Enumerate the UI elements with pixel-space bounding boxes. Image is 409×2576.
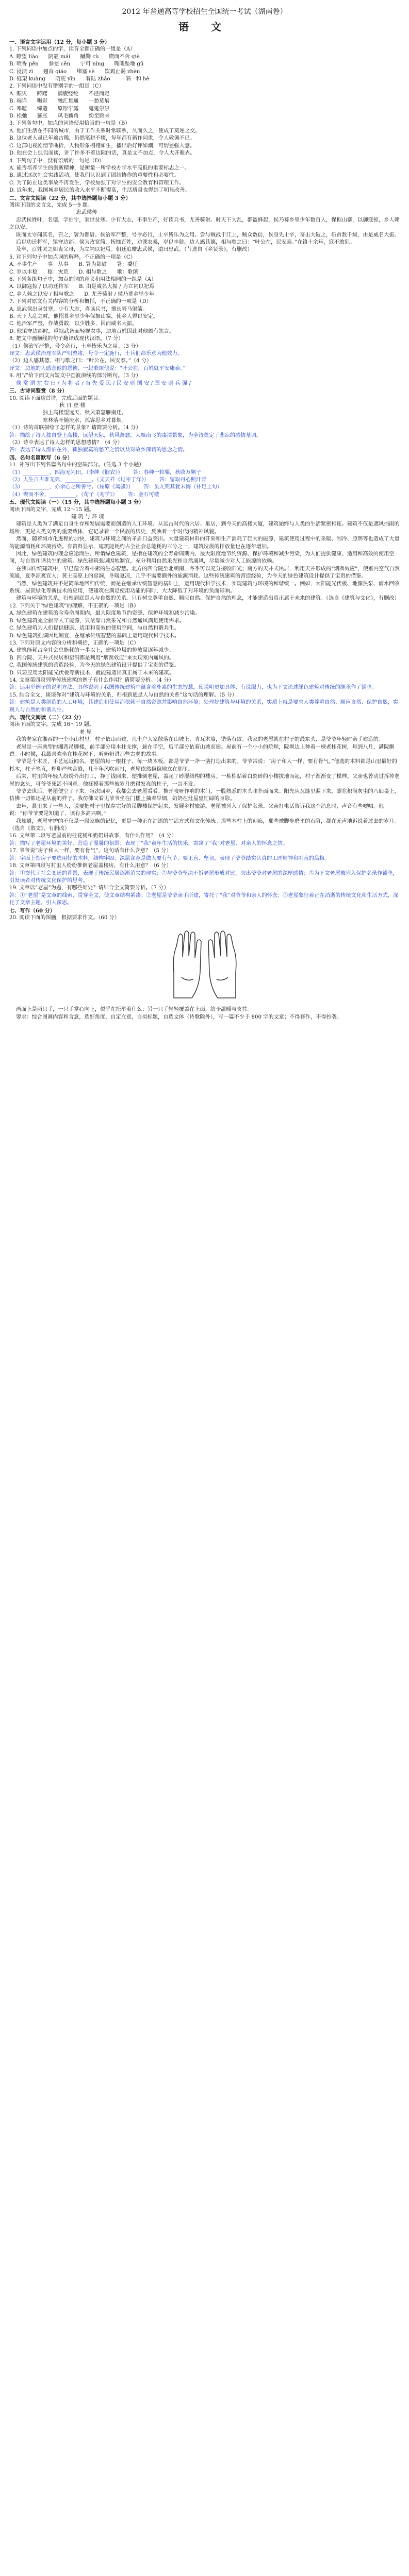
text-line: C. 寒暄 缔造 原形毕露 鬼鬼祟祟 [9, 106, 110, 112]
section-heading: 二、文言文阅读（22 分，其中选择题每小题 3 分） [9, 195, 131, 201]
text-line: 6. 下列各组句子中，加点的词的意义和用法相同的一组是（A） [9, 277, 157, 282]
text-line: A. 以御寇掠 / 以功迁将军 B. 由是威名大振 / 为立祠以祀焉 [9, 284, 154, 290]
text-line: C. 我国传统建筑的营造经验，为今天的绿色建筑设计提供了宝贵的借鉴。 [9, 663, 179, 669]
text-line: 16. 文章第二段写老屋前的桂花树和奶奶讲故事，有什么作用？（4 分） [9, 833, 177, 839]
answer-line: 译文：忠武侯治理军队严明整肃，号令一定施行，士兵们都乐意为他效力。 [9, 351, 183, 357]
text-line: 当然，绿色建筑并不是简单地回归传统，而是在继承传统智慧的基础上，运用现代科学技术，实现建筑与环境的和谐统一。例如，太阳能光伏板、地源热泵、雨水回收系统、屋顶绿化等新技术的应用，使建筑在满足使用功能的同时，大大降低了对环境的负面影响。 [9, 581, 400, 595]
text-line: A. 瞭望 liào 阴霾 mái 蹴鞠 cù 锲而不舍 qiè [9, 54, 140, 60]
text-line: 7. 下列对原文有关内容的分析和概括，不正确的一项是（D） [9, 299, 152, 305]
text-line: B. 天下大乱之时，他招募乡里少年保据山寨，使乡人得以安定。 [9, 314, 159, 320]
text-line: A. 能否培养学生的创新精神，是衡量一所学校办学水平高低的重要标志之一。 [9, 165, 190, 171]
answer-line: 答：运用举例子的说明方法，具体说明了我国传统建筑中蕴含着朴素的生态智慧，使说明更加具体、有说服力，也为下文论述绿色建筑对传统的继承作了铺垫。 [9, 685, 378, 691]
answer-line: 侯 常 谓 左 右 曰 / 为 将 者 / 当 先 爱 民 / 民 安 则 国 安 / 国 安 则 兵 强 / [9, 380, 191, 386]
answer-line: （2）人生自古谁无死，__________。（文天祥《过零丁洋》） 答：留取丹心照汗青 [9, 477, 207, 483]
text-line: 12. 下列关于“绿色建筑”的理解，不正确的一项是（B） [9, 603, 139, 609]
text-line: 后以功迁将军，镇守边郡。侯为政宽简，抚恤百姓，劝课农桑，岁以丰稔。边人感其德，相与歌之曰：“叶公在，民安泰。”在镇十余年，寇不敢犯。 [9, 239, 355, 245]
answer-line: 答：建筑是人类创造的人工环境，其建造和使用都依赖于自然资源并影响自然环境；处理好建筑与环境的关系，实质上就是要求人类尊重自然、顺应自然、保护自然，实现人与自然的和谐共生。 [9, 700, 398, 713]
text-line: B. 绿色建筑完全摒弃人工能源，只依靠自然采光和自然通风满足使用需求。 [9, 618, 185, 624]
text-line: 20. 阅读下面的图画，根据要求作文。（60 分） [9, 914, 120, 921]
text-line: A. 忠武侯出身贫寒，少有大志，喜读兵书，擅长骑马射箭。 [9, 306, 148, 312]
text-line: 后来，村里的年轻人纷纷外出打工，挣了钱回来，便推倒老屋，盖起了砖混结构的楼房。一栋栋贴着白瓷砖的小楼拔地而起，村子渐渐变了模样。父亲也曾动过拆掉老屋的念头，可爷爷死活不同意。他抚摸着那些被岁月磨得发亮的柱子，一言不发。 [9, 774, 400, 787]
text-line: 5. 对下列句子中加点词的解释，不正确的一项是（C） [9, 254, 136, 260]
answer-line: 答：描绘了诗人独自登上高楼，远望天际，秋风萧瑟，大雁南飞的凄清景象，为全诗奠定了悲凉的感情基调。 [9, 432, 261, 438]
text-line: 忠武侯传 [9, 210, 97, 216]
section-heading: 一、语言文字运用（12 分，每小题 3 分） [9, 39, 110, 45]
text-line: 14. 文章第四段列举传统建筑的例子有什么作用？请简要分析。（4 分） [9, 677, 174, 683]
text-line: 建 筑 与 环 境 [9, 514, 104, 520]
text-line: 在我国传统建筑中，早已蕴含着朴素的生态智慧。北方的四合院坐北朝南，冬季可以充分接收阳光；南方的天井式民居，利用天井形成的“烟囱效应”，使室内空气自然流通，夏季凉爽宜人；黄土高原上的窑洞，冬暖夏凉，几乎不需要额外的能源消耗。这些传统建筑的营造经验，为今天的绿色建筑设计提供了宝贵的借鉴。 [9, 566, 400, 580]
text-line: 忠武侯姓叶，名德，字伯宁，家世贫寒。少有大志，不事生产，好读兵书，尤善骑射。时天下大乱，群盗蜂起，侯乃募乡里少年数百人，保据山寨，以御寇掠，乡人赖之以安。 [9, 217, 400, 231]
text-line: 1. 下列词语中加点的字，读音全都正确的一组是（A） [9, 46, 136, 53]
text-line: 15. 结合全文，谈谈你对“建筑与环境的关系，归根到底是人与自然的关系”这句话的理解。（5 分） [9, 692, 237, 698]
text-line: 建筑与环境的关系，归根到底是人与自然的关系。只有树立尊重自然、顺应自然、保护自然的理念，才能建造出真正属于未来的建筑。（选自《建筑与文化》，有删改） [9, 596, 400, 602]
text-line: A. 他们生活在不同的城市，由于工作关系时常联系，久而久之，便成了莫逆之交。 [9, 128, 201, 134]
text-line: B. 通过这次社会实践活动，使我们认识到了团结协作的重要性和必要性。 [9, 173, 179, 179]
text-line: 9. 用“/”给下面文言短文中画波浪线的部分断句。（3 分） [9, 373, 141, 379]
text-line: D. 只要应用太阳能光伏板等新技术，就能建造出真正属于未来的建筑。 [9, 670, 174, 676]
answer-line: （3）__________，亦余心之所善兮。（屈原《离骚》） 答：虽九死其犹未悔（补足上句） [9, 484, 223, 490]
text-line: 19. 文章以“老屋”为题，有哪些好处？请结合全文简要分析。（7 分） [9, 885, 169, 891]
text-line: （1）侯治军严整，号令必行，士卒皆乐为之用。（3 分） [9, 343, 141, 349]
text-line: 8. 把文中画横线的句子翻译成现代汉语。（7 分） [9, 336, 124, 342]
text-line: A. 建筑能耗占全社会总能耗的一半以上，建筑垃圾的排放量逐年减少。 [9, 648, 174, 654]
text-line: D. 绿色建筑强调因地制宜，在继承传统智慧的基础上运用现代科学技术。 [9, 633, 180, 639]
exam-body [9, 39, 400, 922]
text-line: 爷爷是个木匠，手艺远近闻名。老屋的每一根柱子、每一块木板，都是爷爷一斧一凿打造出来的。爷爷常说：“房子和人一样，要有骨气。”他选的木料都是山里最好的杉木，柱子笔直，榫卯严丝合缝，几十年风吹雨打，老屋依然稳稳地立在那里。 [9, 759, 397, 772]
answer-line: 译文：边地的人感念他的恩德，一起歌颂他说：“叶公在，百姓就平安康泰。” [9, 365, 186, 371]
text-line: C. 浸渍 zì 翘首 qiáo 堵塞 sè 饮鸩止渴 zhèn [9, 69, 140, 75]
section-heading: 四、名句名篇默写（6 分） [9, 454, 73, 461]
text-line: C. 绿色建筑为人们提供健康、适用和高效的使用空间，与自然和谐共生。 [9, 625, 179, 632]
hands-illustration [9, 926, 400, 1003]
text-line: D. 近年来，我国城乡居民的收入水平不断提高，生活质量也得到了明显改善。 [9, 188, 190, 194]
answer-line: 答：表达了诗人漂泊在外、孤独寂寞的愁苦之情以及对故乡深切的思念之情。 [9, 447, 188, 453]
answer-line: （4）锲而不舍，__________。（荀子《劝学》） 答：金石可镂 [9, 492, 159, 498]
text-line: 2. 下列词语中没有错别字的一组是（C） [9, 83, 104, 90]
text-line: 阅读下面的文字，完成 16～19 题。 [9, 722, 94, 728]
text-line: 3. 下列各句中，加点的词语使用恰当的一句是（B） [9, 121, 130, 127]
text-line: A. 绿色建筑在建筑的全寿命周期内，最大限度地节约资源、保护环境和减少污染。 [9, 611, 201, 617]
answer-line: 答：①“老屋”是文章的线索，贯穿全文，使文章结构紧凑；②老屋是爷爷亲手所建，寄托了“我”对爷爷和亲人的怀念；③老屋象征着正在消逝的传统文化和生活方式，深化了文章主题，引人深思。 [9, 892, 399, 906]
section-heading: 六、现代文阅读（二）（22 分） [9, 714, 85, 721]
text-line: B. 这位老人虽已年逾古稀，仍然笔耕不辍，每年都有新作问世，令人敬佩不已。 [9, 135, 195, 142]
writing-requirements [9, 1006, 400, 1021]
text-line: C. 这部电视剧情节曲折，人物形象栩栩如生，播出后好评如潮，可谓差强人意。 [9, 143, 195, 149]
section-heading: 七、写作（60 分） [9, 907, 56, 914]
text-line: 寒林落叶随流水，孤客思乡对暮烟。 [9, 417, 127, 423]
answer-line: 答：描写了老屋环境的美好，营造了温馨的氛围；表现了“我”童年生活的快乐，寄寓了“我”对老屋、对亲人的怀念之情。 [9, 840, 288, 846]
text-line: 秋 日 登 楼 [9, 402, 86, 409]
text-line: C. 乡人赖之以安 / 相与歌之 D. 尤善骑射 / 侯乃募乡里少年 [9, 291, 155, 297]
text-line: 10. 阅读下面这首诗，完成后面的题目。 [9, 395, 104, 401]
text-line: （2）边人感其德，相与歌之曰：“叶公在，民安泰。”（4 分） [9, 358, 152, 364]
text-line: 因此，绿色建筑的理念应运而生。所谓绿色建筑，是指在建筑的全寿命周期内，最大限度地节约资源、保护环境和减少污染，为人们提供健康、适用和高效的使用空间，与自然和谐共生的建筑。绿色建筑强调因地制宜，充分利用自然采光和自然通风，尽量减少对人工能源的依赖。 [9, 551, 395, 565]
text-line: C. 为了防止这类事故不再发生，学校加强了对学生的安全教育和管理工作。 [9, 180, 185, 186]
text-line: （1）诗的首联描绘了怎样的景象？请简要分析。（4 分） [9, 425, 141, 431]
exam-subject: 语 文 [178, 21, 231, 33]
text-line: 独上高楼望远天，秋风萧瑟雁南迁。 [9, 410, 127, 416]
text-line: D. 他镇守边郡时，重视武备而轻视农事，边地百姓因此对他颇有怨言。 [9, 328, 174, 334]
text-line: C. 岁以丰稔 稔：灾荒 D. 相与歌之 歌：歌颂 [9, 269, 138, 275]
text-line: 老屋是一座典型的湘西吊脚楼，前半部分用木柱支撑，悬在半空，后半部分依着山坡而建。屋前有一个小小的院坝，院坝边上种着一棵老桂花树，每到八月，满院飘香。小时候，我最喜欢坐在桂花树下，听奶奶讲那些古老的故事。 [9, 744, 395, 757]
section-heading: 三、古诗词鉴赏（8 分） [9, 388, 68, 395]
text-line: B. 四合院、天井式民居和窑洞都是利用“烟囱效应”来实现室内通风的。 [9, 655, 174, 661]
text-line: 既而太守闻其名，召之，署为都尉。侯治军严整，号令必行，士卒皆乐为之用。尝与贼战于江上，贼众数倍，侯身先士卒，奋击大破之，斩首数千级，由是威名大振。 [9, 232, 400, 238]
text-line: （2）诗中表达了诗人怎样的思想感情？（4 分） [9, 439, 123, 446]
answer-line: 答：①交代了社会变迁的背景，表现了传统民居逐渐消失的现实；②与爷爷坚决不拆老屋形成对比，突出爷爷对老屋的深厚感情；③为下文老屋被列入保护名录作铺垫，引发读者对传统文化保护的思考。 [9, 870, 398, 884]
text-line: D. 他在会上侃侃而谈，讲了许多不着边际的话，真是文不加点，令人大开眼界。 [9, 150, 195, 157]
text-line: 11. 补写出下列名篇名句中的空缺部分。（任选 3 个小题） [9, 462, 144, 468]
text-line: A. 赈灾 踌躇 满腹经纶 不径而走 [9, 91, 110, 97]
text-line: 17. 爷爷说“房子和人一样，要有骨气”，这句话有什么含意？（5 分） [9, 848, 172, 854]
answer-line: 答：字面上指房子要选用好的木料，结构牢固；深层含意是做人要有气节，要正直、坚韧，表现了爷爷踏实认真的工匠精神和刚直的品格。 [9, 855, 330, 861]
text-line: D. 松弛 膨胀 凤毛麟角 纷至踏来 [9, 113, 110, 120]
text-line: 13. 下列对原文内容的分析和概括，正确的一项是（C） [9, 640, 139, 646]
text-line: 18. 文章第四段写村里人纷纷推倒老屋盖楼房，有什么用意？（6 分） [9, 863, 172, 869]
text-line: 建筑是人类为了满足自身生存和发展需要而创造的人工环境。从远古时代的穴居、巢居，到今天的高楼大厦，建筑始终与人类的生活紧密相连。建筑不仅是遮风挡雨的场所，更是人类文明的重要载体，它记录着一个民族的历史，反映着一个时代的精神风貌。 [9, 521, 400, 535]
text-line: B. 喷香 pēn 参差 cēn 宁可 nìng 呱呱坠地 gū [9, 61, 144, 67]
text-line: 要求：综合图画内容和含意，选好角度，自定立意，自拟标题，自选文体（诗歌除外），写一篇不少于 800 字的文章；不得套作，不得抄袭。 [9, 1014, 342, 1020]
text-line: 阅读下面的文言文，完成 5～9 题。 [9, 202, 93, 208]
text-line: 画面上是两只手，一只手掌心向上，似乎在托举着什么；另一只手轻轻覆盖在上面，给予温暖与支持。 [9, 1007, 253, 1013]
text-line: B. 端详 喝彩 融汇贯通 一愁莫展 [9, 98, 110, 105]
text-line: 老 屋 [9, 729, 92, 735]
text-line: 4. 下列句子中，没有语病的一句是（D） [9, 158, 105, 164]
text-line: 然而，随着城市化进程的加快，建筑与环境之间的矛盾日益突出。大量建筑材料的开采和生产消耗了巨大的能源，建筑使用过程中的采暖、制冷、照明等也造成了大量的能源消耗和环境污染。有资料显示，建筑能耗约占全社会总能耗的三分之一，建筑垃圾的排放量也在逐年增加。 [9, 536, 400, 550]
text-line: 我的老家在湘西的一个小山村里。村子依山而建，几十户人家散落在山坡上，青瓦木墙，错落有致。我家的老屋就在村子的最东头，是爷爷年轻时亲手建造的。 [9, 737, 384, 743]
text-line: D. 框架 kuàng 荫庇 yīn 着陆 zháo 一唱一和 hè [9, 76, 150, 82]
text-line: 爷爷去世后，老屋便空了下来。每次回乡，我都会去老屋看看。推开吱呀作响的木门，一股熟悉的木头味扑面而来。阳光从瓦缝里漏下来，照在积满灰尘的八仙桌上，仿佛一切都还是从前的样子。我仿佛又看见爷爷坐在门槛上抽着旱烟，奶奶在灶屋里忙碌的身影。 [9, 789, 400, 802]
text-line: C. 他治军严整，作战勇敢，以少胜多，因而威名大振。 [9, 321, 138, 327]
answer-line: （1）__________，四海无闲田。（李绅《悯农》） 答：春种一粒粟，秋收万颗子 [9, 469, 202, 476]
section-heading: 五、现代文阅读（一）（15 分，其中选择题每小题 3 分） [9, 499, 144, 506]
hands-icon [161, 926, 249, 1003]
text-line: A. 不事生产 事：从事 B. 署为都尉 署：委任 [9, 262, 138, 268]
text-line: 去年，县里来了一些人，说要把村子里保存完好的吊脚楼保护起来，发展乡村旅游。老屋被列入了保护名录。父亲打电话告诉我这个消息时，声音有些哽咽。他说：“你爷爷要是知道了，该有多高兴啊。” [9, 803, 384, 817]
text-line: 我知道，老屋守护的不仅是一段家族的记忆，更是一种正在消逝的生活方式和文化传统。那些木柱上的刻痕，那些被脚步磨平的石阶，都在无声地诉说着过去的岁月。（选自《散文》，有删改） [9, 818, 400, 832]
exam-title: 2012 年普通高等学校招生全国统一考试（湖南卷） [122, 8, 287, 16]
text-line: 及卒，百姓哭之如丧父母，为立祠以祀焉。朝廷追赠忠武侯，谥曰忠武。（节选自《乡贤录》，有删改） [9, 247, 253, 253]
text-line: 阅读下面的文字，完成 12～15 题。 [9, 506, 94, 513]
